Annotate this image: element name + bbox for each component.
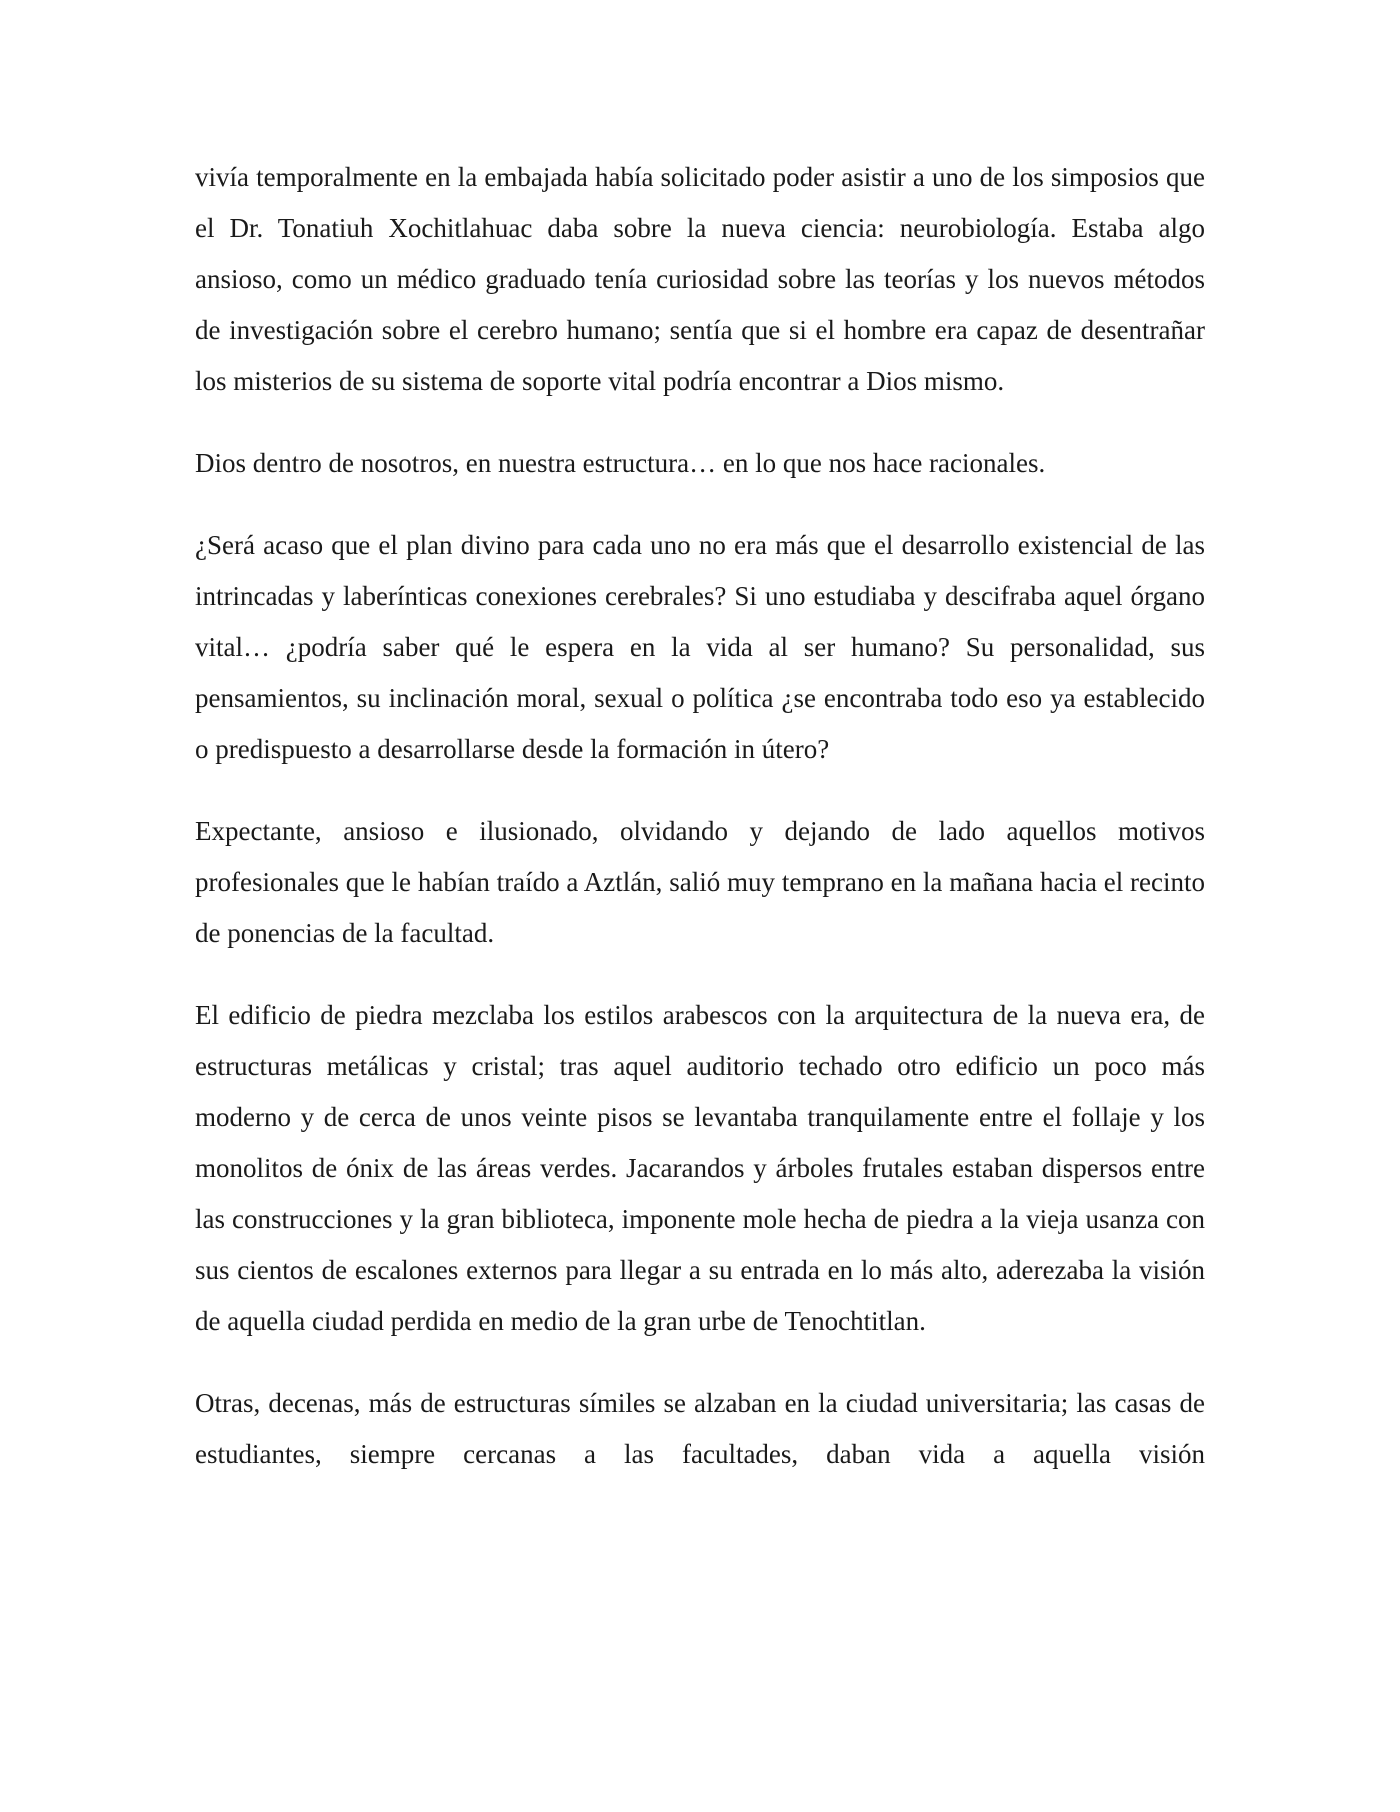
paragraph-4: Expectante, ansioso e ilusionado, olvidando y dejando de lado aquellos motivos profesionales que le habían traído a Aztlán, salió muy temprano en la mañana hacia el recinto de ponencias de la facultad.: [195, 816, 1205, 948]
paragraph-6: Otras, decenas, más de estructuras símiles se alzaban en la ciudad universitaria; las casas de estudiantes, siempre cercanas a las facultades, daban vida a aquella visión: [195, 1388, 1205, 1469]
paragraph-3: ¿Será acaso que el plan divino para cada uno no era más que el desarrollo existencial de las intrincadas y laberínticas conexiones cerebrales? Si uno estudiaba y descifraba aquel órgano vital… ¿podría saber qué le espera en la vida al ser humano? Su personalidad, sus pensamientos, su inclinación moral, sexual o política ¿se encontraba todo eso ya establecido o predispuesto a desarrollarse desde la formación in útero?: [195, 530, 1205, 764]
paragraph-1: vivía temporalmente en la embajada había solicitado poder asistir a uno de los simposios que el Dr. Tonatiuh Xochitlahuac daba sobre la nueva ciencia: neurobiología. Estaba algo ansioso, como un médico graduado tenía curiosidad sobre las teorías y los nuevos métodos de investigación sobre el cerebro humano; sentía que si el hombre era capaz de desentrañar los misterios de su sistema de soporte vital podría encontrar a Dios mismo.: [195, 162, 1205, 396]
paragraph-2: Dios dentro de nosotros, en nuestra estructura… en lo que nos hace racionales.: [195, 448, 1046, 478]
paragraph-5: El edificio de piedra mezclaba los estilos arabescos con la arquitectura de la nueva era, de estructuras metálicas y cristal; tras aquel auditorio techado otro edificio un poco más moderno y de cerca de unos veinte pisos se levantaba tranquilamente entre el follaje y los monolitos de ónix de las áreas verdes. Jacarandos y árboles frutales estaban dispersos entre las construcciones y la gran biblioteca, imponente mole hecha de piedra a la vieja usanza con sus cientos de escalones externos para llegar a su entrada en lo más alto, aderezaba la visión de aquella ciudad perdida en medio de la gran urbe de Tenochtitlan.: [195, 1000, 1205, 1336]
body-text: [195, 152, 1205, 1480]
